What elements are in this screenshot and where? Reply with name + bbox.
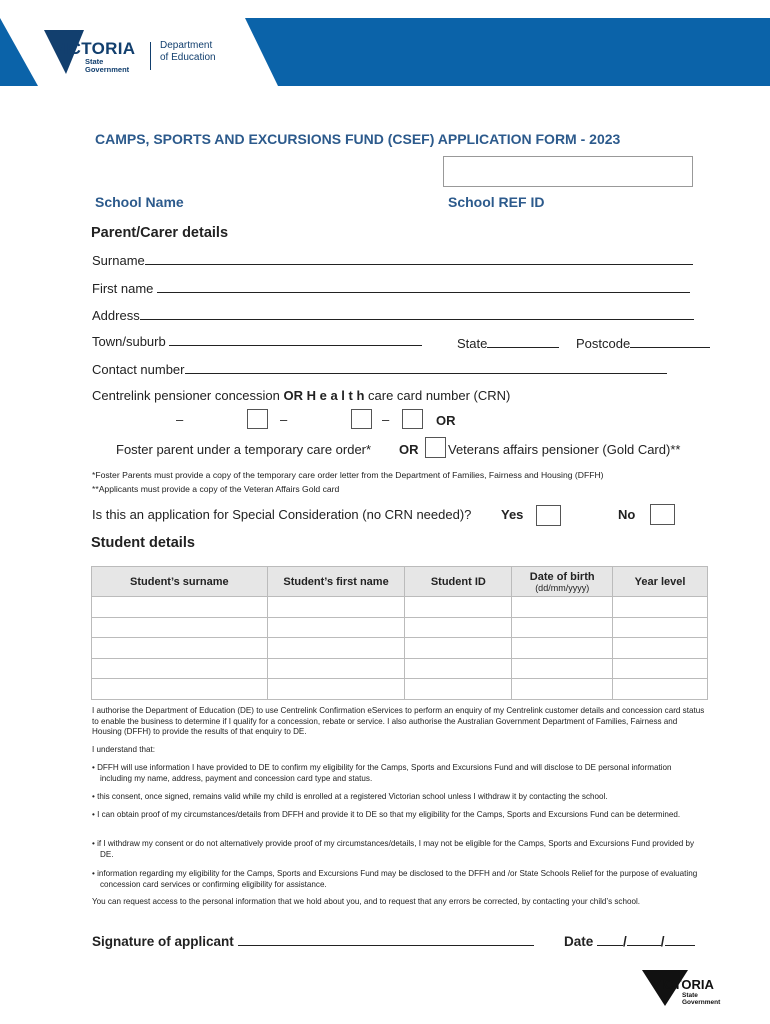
first-name-line[interactable] <box>157 281 690 293</box>
table-cell[interactable] <box>613 658 708 679</box>
crn-dash-2: – <box>280 412 288 427</box>
victoria-logo-sub: State Government <box>85 57 130 74</box>
col-header-surname: Student’s surname <box>92 567 268 597</box>
access-paragraph: You can request access to the personal information that we hold about you, and to request that any errors be corrected, by contacting your child’s school. <box>92 897 641 906</box>
address-line[interactable] <box>140 308 694 320</box>
town-label: Town/suburb <box>92 334 166 349</box>
consent-bullet-3: • I can obtain proof of my circumstances/details from DFFH and provide it to DE so that my eligibility for the Camps, Sports and Excursions Fund can be determined. <box>92 810 681 819</box>
crn-label: Centrelink pensioner concession OR H e a l t h care card number (CRN) <box>92 388 511 403</box>
surname-row[interactable] <box>92 253 693 268</box>
table-cell[interactable] <box>92 679 268 700</box>
table-row <box>92 597 708 618</box>
contact-label: Contact number <box>92 362 185 377</box>
foster-or-label: OR <box>399 442 419 457</box>
col-header-student-id: Student ID <box>405 567 512 597</box>
veterans-note: **Applicants must provide a copy of the Veteran Affairs Gold card <box>92 484 340 494</box>
table-cell[interactable] <box>512 597 613 618</box>
footer-logo-sub: State Government <box>682 992 721 1006</box>
victoria-logo-text: VICTORIA <box>52 39 136 58</box>
first-name-label: First name <box>92 281 154 296</box>
crn-box-2[interactable] <box>351 409 372 429</box>
state-label: State <box>457 336 488 351</box>
signature-line[interactable] <box>238 933 534 946</box>
special-consideration-question: Is this an application for Special Consideration (no CRN needed)? <box>92 507 472 522</box>
surname-line[interactable] <box>145 253 693 265</box>
special-no-checkbox[interactable] <box>650 504 675 525</box>
table-header-row <box>92 567 708 597</box>
signature-label: Signature of applicant <box>92 934 234 949</box>
contact-line[interactable] <box>185 362 667 374</box>
table-cell[interactable] <box>92 597 268 618</box>
date-month-line[interactable] <box>627 933 661 946</box>
address-row[interactable] <box>92 308 694 323</box>
footer-logo-text: VICTORIA <box>652 977 714 992</box>
table-cell[interactable] <box>613 638 708 659</box>
table-cell[interactable] <box>512 617 613 638</box>
department-name: Department of Education <box>160 40 216 63</box>
table-row <box>92 679 708 700</box>
date-slash-2: / <box>660 934 665 949</box>
postcode-label: Postcode <box>576 336 631 351</box>
contact-row[interactable] <box>92 362 667 377</box>
school-ref-id-field[interactable] <box>443 156 693 187</box>
foster-note: *Foster Parents must provide a copy of the temporary care order letter from the Department of Families, Fairness and Housing (DFFH) <box>92 470 604 480</box>
surname-label: Surname <box>92 253 145 268</box>
special-no-label: No <box>618 507 636 522</box>
table-cell[interactable] <box>405 658 512 679</box>
veterans-checkbox[interactable] <box>425 437 446 458</box>
state-row[interactable] <box>457 336 559 351</box>
crn-box-3[interactable] <box>402 409 423 429</box>
table-cell[interactable] <box>267 679 405 700</box>
address-label: Address <box>92 308 140 323</box>
understand-label: I understand that: <box>92 745 155 754</box>
table-cell[interactable] <box>405 638 512 659</box>
date-label: Date <box>564 934 594 949</box>
table-cell[interactable] <box>92 617 268 638</box>
table-cell[interactable] <box>267 617 405 638</box>
school-name-label: School Name <box>95 194 184 210</box>
table-cell[interactable] <box>92 638 268 659</box>
col-header-year-level: Year level <box>613 567 708 597</box>
table-cell[interactable] <box>267 597 405 618</box>
table-cell[interactable] <box>613 679 708 700</box>
table-cell[interactable] <box>512 638 613 659</box>
table-row <box>92 658 708 679</box>
town-row[interactable] <box>92 334 422 349</box>
postcode-line[interactable] <box>630 336 710 348</box>
table-cell[interactable] <box>405 597 512 618</box>
table-cell[interactable] <box>613 617 708 638</box>
foster-parent-label: Foster parent under a temporary care order* <box>116 442 372 457</box>
special-yes-label: Yes <box>501 507 524 522</box>
crn-dash-3: – <box>382 412 390 427</box>
consent-bullet-2: • this consent, once signed, remains valid while my child is enrolled at a registered Victorian school unless I withdraw it by contacting the school. <box>92 792 608 801</box>
signature-row[interactable] <box>92 933 534 949</box>
special-yes-checkbox[interactable] <box>536 505 561 526</box>
crn-box-1[interactable] <box>247 409 268 429</box>
consent-paragraph: I authorise the Department of Education (DE) to use Centrelink Confirmation eServices to perform an enquiry of my Centrelink customer details and concession card status to enable the business to determine if I qualify for a concession, rebate or service. I also authorise the Australian Government Department of Families, Fairness and Housing (DFFH) to provide the results of that enquiry to DE. <box>92 706 705 737</box>
consent-bullet-1: • DFFH will use information I have provided to DE to confirm my eligibility for the Camps, Sports and Excursions Fund and will disclose to DE personal information including my name, address, payment and concession card type and status. <box>92 763 672 783</box>
student-details-table <box>91 566 708 700</box>
table-cell[interactable] <box>267 638 405 659</box>
crn-dash-1: – <box>176 412 184 427</box>
postcode-row[interactable] <box>576 336 710 351</box>
veterans-label: Veterans affairs pensioner (Gold Card)** <box>448 442 681 457</box>
logo-divider <box>150 42 151 70</box>
consent-bullet-4: • if I withdraw my consent or do not alternatively provide proof of my circumstances/details, I may not be eligible for the Camps, Sports and Excursions Fund provided by DE. <box>92 839 695 859</box>
table-cell[interactable] <box>267 658 405 679</box>
date-year-line[interactable] <box>665 933 695 946</box>
table-cell[interactable] <box>405 617 512 638</box>
table-cell[interactable] <box>613 597 708 618</box>
table-row <box>92 638 708 659</box>
form-title: CAMPS, SPORTS AND EXCURSIONS FUND (CSEF) APPLICATION FORM - 2023 <box>95 131 621 147</box>
date-day-line[interactable] <box>597 933 623 946</box>
consent-bullet-5: • information regarding my eligibility for the Camps, Sports and Excursions Fund may be disclosed to the DFFH and /or State Schools Relief for the purpose of evaluating concession card services or confirming eligibility for assistance. <box>92 869 698 889</box>
table-cell[interactable] <box>512 679 613 700</box>
table-cell[interactable] <box>405 679 512 700</box>
table-cell[interactable] <box>512 658 613 679</box>
table-cell[interactable] <box>92 658 268 679</box>
school-ref-label: School REF ID <box>448 194 545 210</box>
header-banner <box>0 0 770 86</box>
town-line[interactable] <box>169 334 422 346</box>
date-row[interactable] <box>564 933 695 949</box>
student-section-heading: Student details <box>91 535 195 551</box>
crn-or-label: OR <box>436 413 456 428</box>
state-line[interactable] <box>487 336 559 348</box>
first-name-row[interactable] <box>92 281 690 296</box>
parent-section-heading: Parent/Carer details <box>91 225 229 241</box>
table-row <box>92 617 708 638</box>
col-header-dob: Date of birth (dd/mm/yyyy) <box>512 567 613 597</box>
col-header-first-name: Student’s first name <box>267 567 405 597</box>
date-slash-1: / <box>623 934 627 949</box>
